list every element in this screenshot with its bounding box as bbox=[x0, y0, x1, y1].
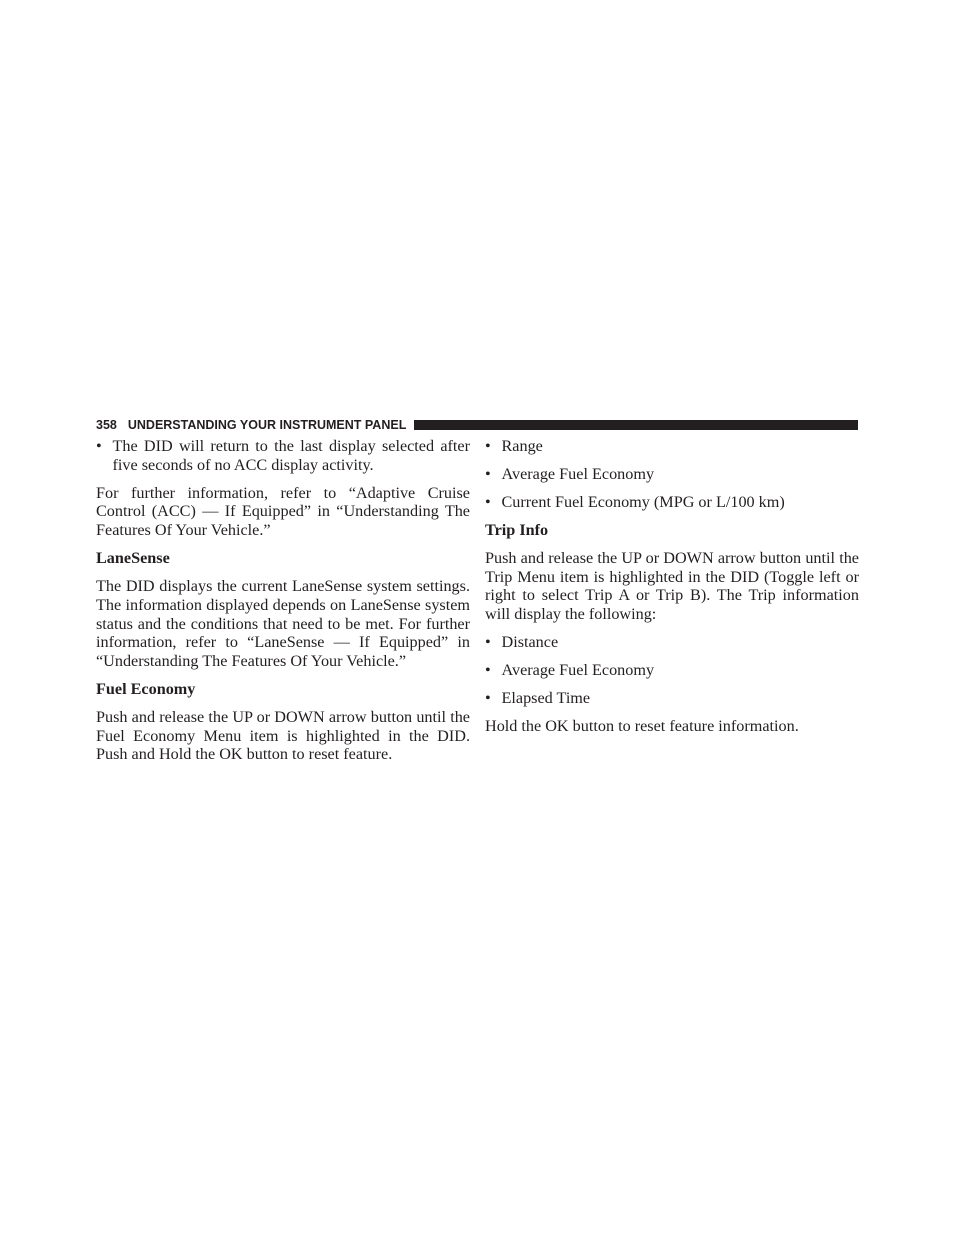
list-item: • Range bbox=[485, 437, 543, 455]
list-item: • Average Fuel Economy bbox=[485, 661, 655, 680]
left-column bbox=[96, 437, 470, 773]
list-item: • The DID will return to the last display selected after five seconds of no ACC display activity. bbox=[96, 437, 470, 474]
list-item: • Distance bbox=[485, 633, 559, 652]
list-item: • Average Fuel Economy bbox=[485, 465, 655, 483]
bullet-icon: • bbox=[485, 633, 491, 652]
heading-lanesense: LaneSense bbox=[96, 549, 170, 568]
bullet-icon: • bbox=[485, 689, 491, 708]
heading-trip-info: Trip Info bbox=[485, 521, 549, 539]
header-rule bbox=[414, 420, 858, 430]
section-title: UNDERSTANDING YOUR INSTRUMENT PANEL bbox=[127, 418, 407, 432]
right-column bbox=[485, 437, 859, 745]
list-item: • Current Fuel Economy (MPG or L/100 km) bbox=[485, 493, 785, 511]
paragraph-trip-info: Push and release the UP or DOWN arrow button until the Trip Menu item is highlighted in the DID (Toggle left or right to select Trip A or Trip B). The Trip information will display the following: bbox=[485, 549, 859, 624]
paragraph-lanesense: The DID displays the current LaneSense system settings. The information displayed depends on LaneSense system status and the conditions that need to be met. For further information, refer to “LaneSense — If Equipped” in “Understanding The Features Of Your Vehicle.” bbox=[96, 577, 470, 670]
list-item: • Elapsed Time bbox=[485, 689, 591, 708]
bullet-icon: • bbox=[96, 437, 102, 455]
page-header bbox=[96, 417, 858, 433]
paragraph-hold-ok: Hold the OK button to reset feature information. bbox=[485, 717, 799, 736]
page-number: 358 bbox=[96, 418, 117, 432]
bullet-icon: • bbox=[485, 465, 491, 483]
bullet-icon: • bbox=[485, 437, 491, 455]
paragraph-further-info: For further information, refer to “Adaptive Cruise Control (ACC) — If Equipped” in “Understanding The Features Of Your Vehicle.” bbox=[96, 483, 470, 540]
paragraph-fuel-economy: Push and release the UP or DOWN arrow button until the Fuel Economy Menu item is highlighted in the DID. Push and Hold the OK button to reset feature. bbox=[96, 707, 470, 764]
heading-fuel-economy: Fuel Economy bbox=[96, 679, 196, 698]
bullet-icon: • bbox=[485, 493, 491, 511]
bullet-icon: • bbox=[485, 661, 491, 680]
